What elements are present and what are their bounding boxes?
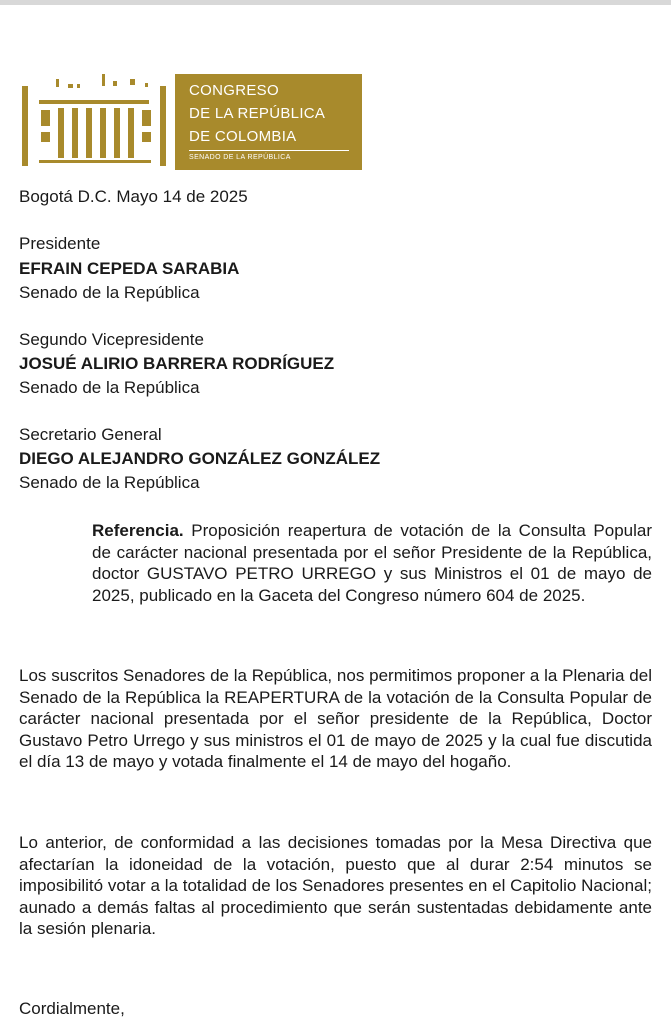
recipient-org: Senado de la República xyxy=(19,378,200,397)
congress-logo xyxy=(20,74,360,170)
logo-divider xyxy=(189,150,349,151)
recipient-org: Senado de la República xyxy=(19,283,200,302)
body-paragraph: Los suscritos Senadores de la República, nos permitimos proponer a la Plenaria del Senado de la República la REAPERTURA de la votación de la Consulta Popular de carácter nacional presentada por el señor presidente de la República, Doctor Gustavo Petro Urrego y sus ministros el 01 de mayo de 2025 y la cual fue discutida el día 13 de mayo y votada finalmente el 14 de mayo del hogaño. xyxy=(19,666,652,772)
recipient-org: Senado de la República xyxy=(19,473,200,492)
logo-line-1: CONGRESO xyxy=(189,82,279,99)
logo-line-4: SENADO DE LA REPÚBLICA xyxy=(189,154,291,161)
capitol-emblem-icon xyxy=(20,74,170,170)
closing-salutation: Cordialmente, xyxy=(19,999,125,1018)
top-border xyxy=(0,0,671,5)
reference-block xyxy=(92,520,652,606)
logo-line-2: DE LA REPÚBLICA xyxy=(189,105,326,122)
recipient-role: Presidente xyxy=(19,234,101,253)
logo-banner xyxy=(175,74,362,170)
recipient-role: Segundo Vicepresidente xyxy=(19,330,204,349)
reference-label: Referencia. xyxy=(92,521,184,540)
letter-date: Bogotá D.C. Mayo 14 de 2025 xyxy=(19,187,248,206)
recipient-name: DIEGO ALEJANDRO GONZÁLEZ GONZÁLEZ xyxy=(19,449,381,468)
body-paragraph: Lo anterior, de conformidad a las decisiones tomadas por la Mesa Directiva que afectarían la idoneidad de la votación, puesto que al durar 2:54 minutos se imposibilitó votar a la totalidad de los Senadores presentes en el Capitolio Nacional; aunado a demás faltas al procedimiento que serán sustentadas debidamente ante la sesión plenaria. xyxy=(19,833,652,939)
reference-text: Proposición reapertura de votación de la Consulta Popular de carácter nacional presentada por el señor Presidente de la República, doctor GUSTAVO PETRO URREGO y sus Ministros el 01 de mayo de 2025, publicado en la Gaceta del Congreso número 604 de 2025. xyxy=(92,521,652,605)
recipient-role: Secretario General xyxy=(19,425,162,444)
recipient-name: JOSUÉ ALIRIO BARRERA RODRÍGUEZ xyxy=(19,354,335,373)
recipient-name: EFRAIN CEPEDA SARABIA xyxy=(19,259,240,278)
logo-line-3: DE COLOMBIA xyxy=(189,128,297,145)
